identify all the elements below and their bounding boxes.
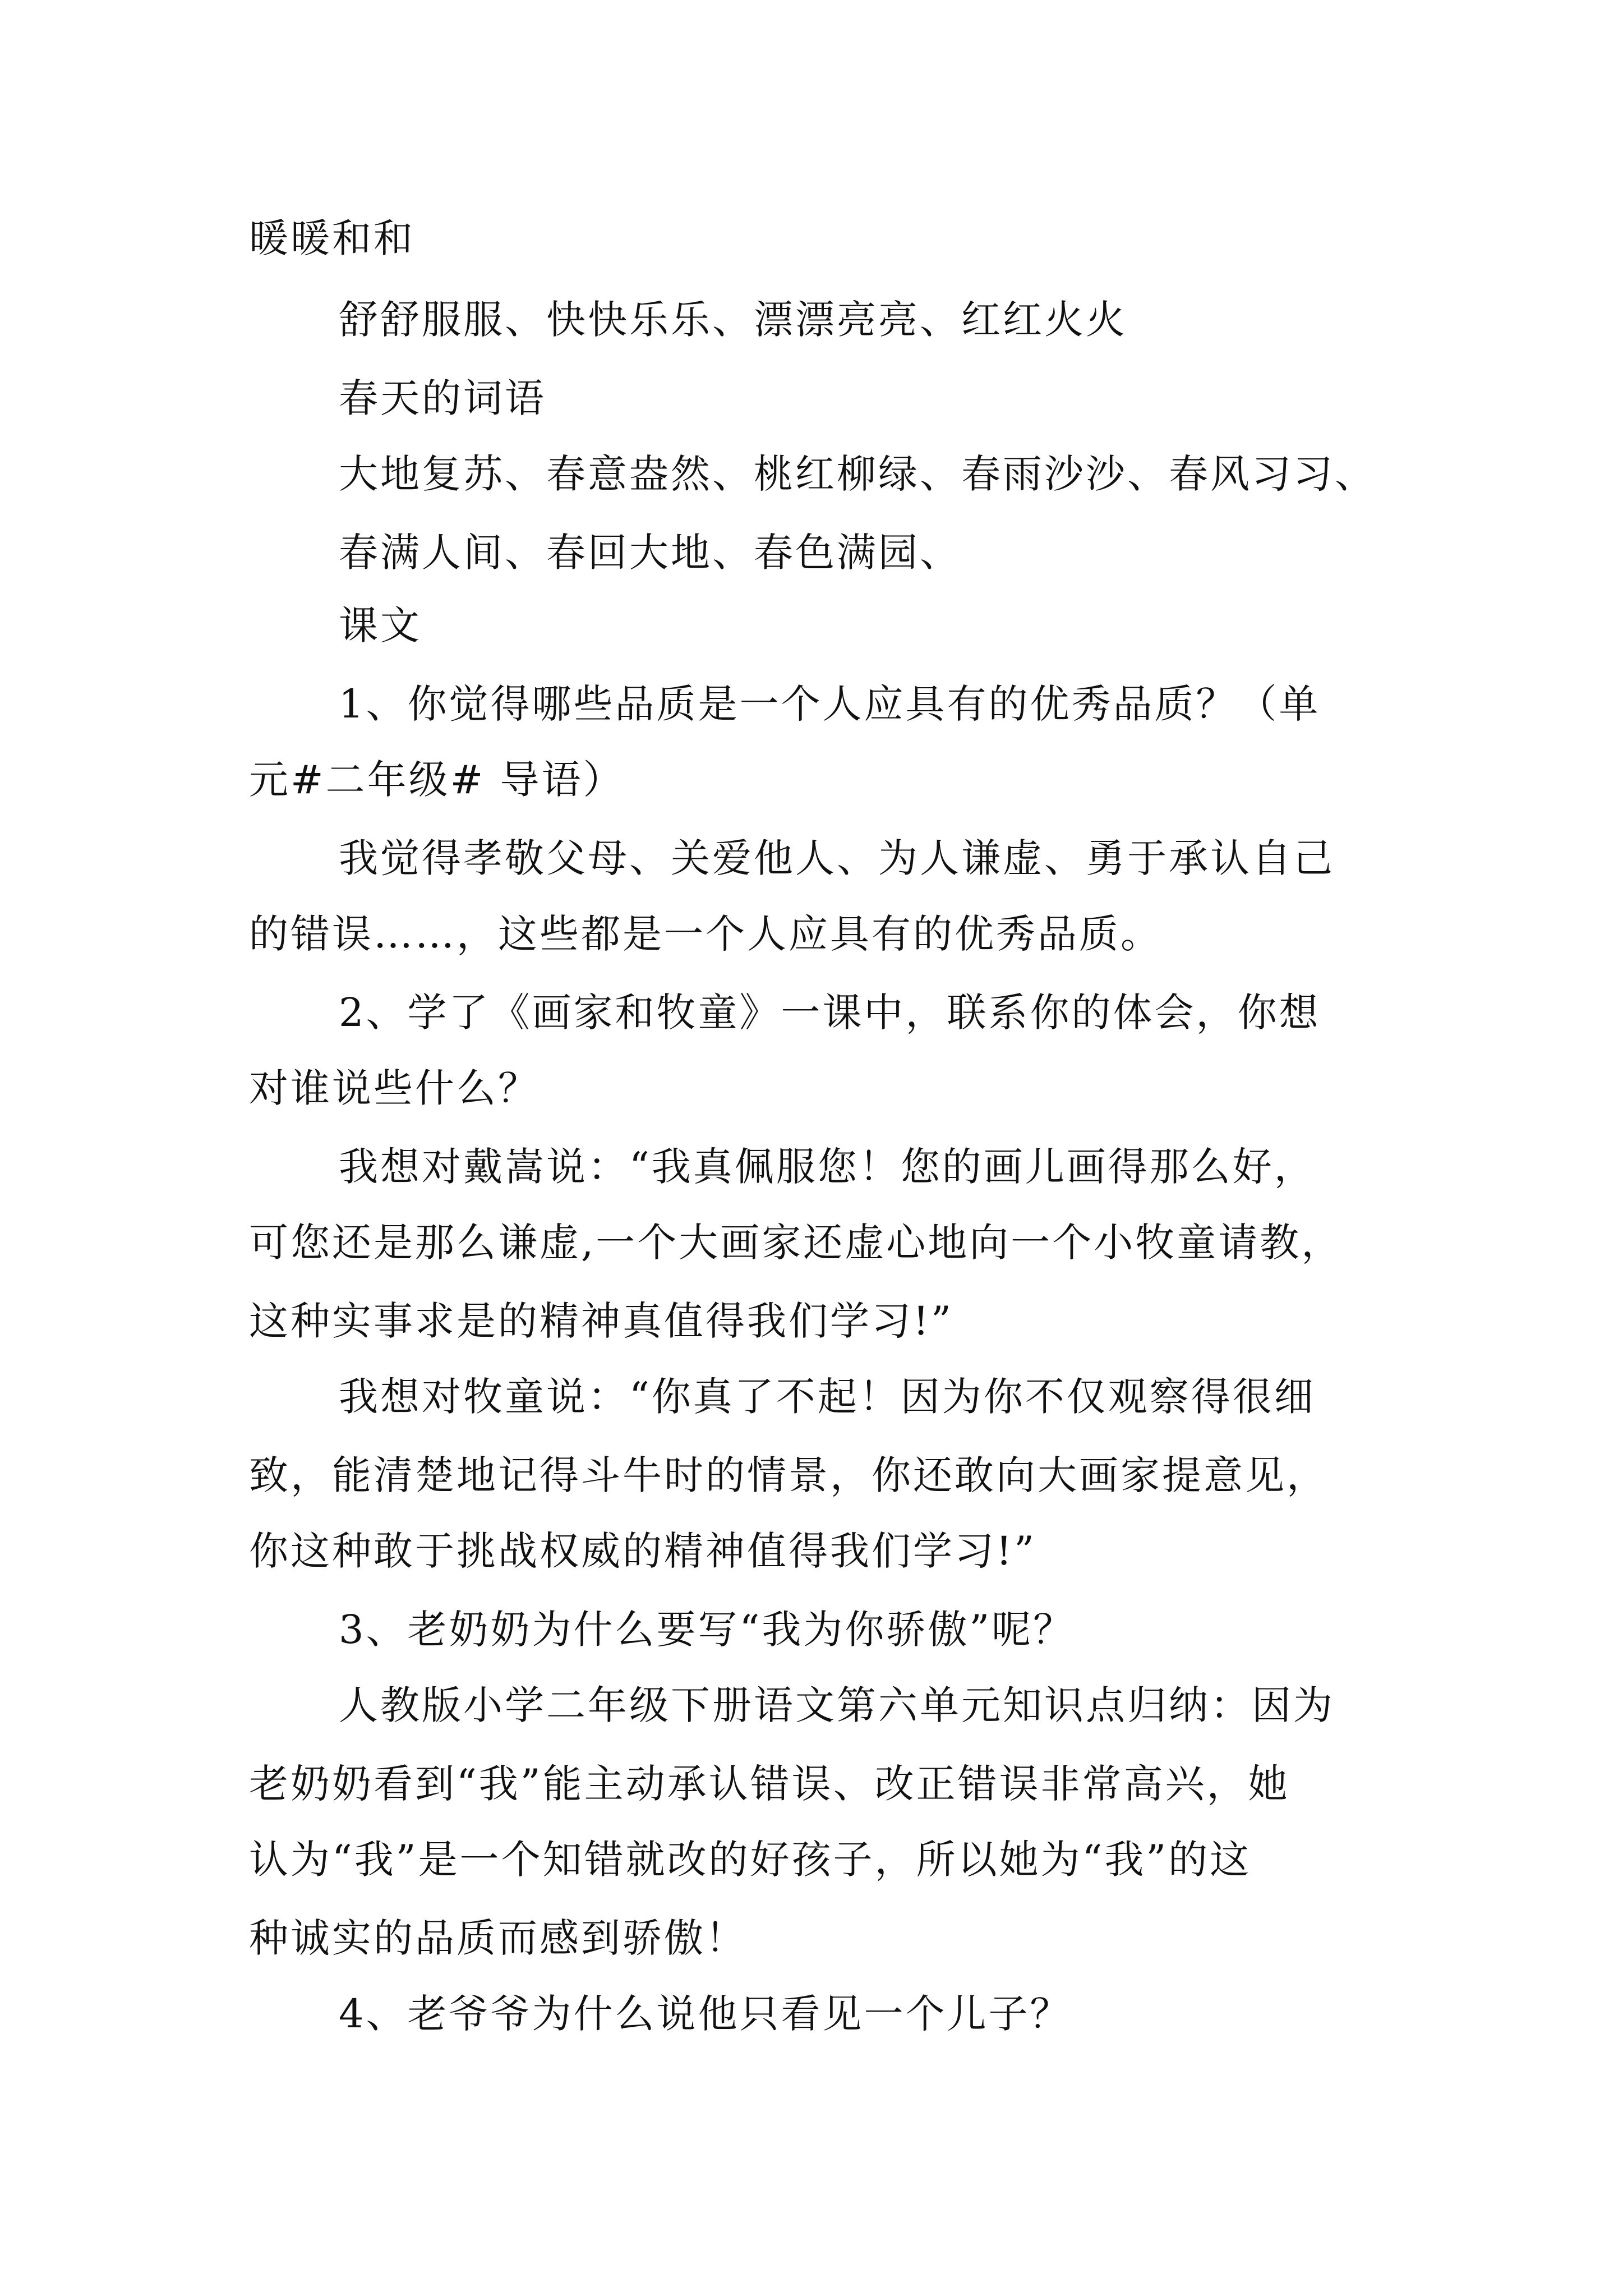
text-line: 这种实事求是的精神真值得我们学习!” — [249, 1298, 953, 1344]
text-line: 种诚实的品质而感到骄傲！ — [249, 1915, 747, 1961]
text-line: 人教版小学二年级下册语文第六单元知识点归纳：因为 — [339, 1682, 1335, 1728]
text-line: 对谁说些什么？ — [249, 1065, 540, 1111]
text-line: 我想对戴嵩说：“我真佩服您！您的画儿画得那么好， — [339, 1144, 1316, 1190]
text-line: 我想对牧童说：“你真了不起！因为你不仅观察得很细 — [339, 1374, 1316, 1420]
text-line: 的错误……，这些都是一个人应具有的优秀品质。 — [249, 911, 1162, 957]
text-line: 元#二年级# 导语） — [249, 757, 625, 803]
text-line: 2、学了《画家和牧童》一课中，联系你的体会，你想 — [339, 990, 1321, 1036]
text-line: 可您还是那么谦虚,一个大画家还虚心地向一个小牧童请教， — [249, 1220, 1343, 1266]
text-line: 舒舒服服、快快乐乐、漂漂亮亮、红红火火 — [339, 297, 1127, 343]
text-line: 3、老奶奶为什么要写“我为你骄傲”呢？ — [339, 1607, 1075, 1653]
text-line: 4、老爷爷为什么说他只看见一个儿子？ — [339, 1991, 1072, 2037]
text-line: 大地复苏、春意盎然、桃红柳绿、春雨沙沙、春风习习、 — [339, 451, 1376, 497]
text-line: 认为“我”是一个知错就改的好孩子，所以她为“我”的这 — [249, 1837, 1252, 1883]
text-line: 暖暖和和 — [249, 215, 415, 261]
text-line: 老奶奶看到“我”能主动承认错误、改正错误非常高兴，她 — [249, 1761, 1290, 1807]
text-line: 春天的词语 — [339, 375, 546, 421]
text-line: 我觉得孝敬父母、关爱他人、为人谦虚、勇于承认自己 — [339, 835, 1335, 881]
text-line: 课文 — [339, 602, 422, 648]
text-line: 你这种敢于挑战权威的精神值得我们学习!” — [249, 1528, 1036, 1574]
text-line: 春满人间、春回大地、春色满园、 — [339, 530, 961, 576]
text-line: 1、你觉得哪些品质是一个人应具有的优秀品质？（单 — [339, 681, 1321, 727]
text-line: 致，能清楚地记得斗牛时的情景，你还敢向大画家提意见， — [249, 1452, 1328, 1498]
